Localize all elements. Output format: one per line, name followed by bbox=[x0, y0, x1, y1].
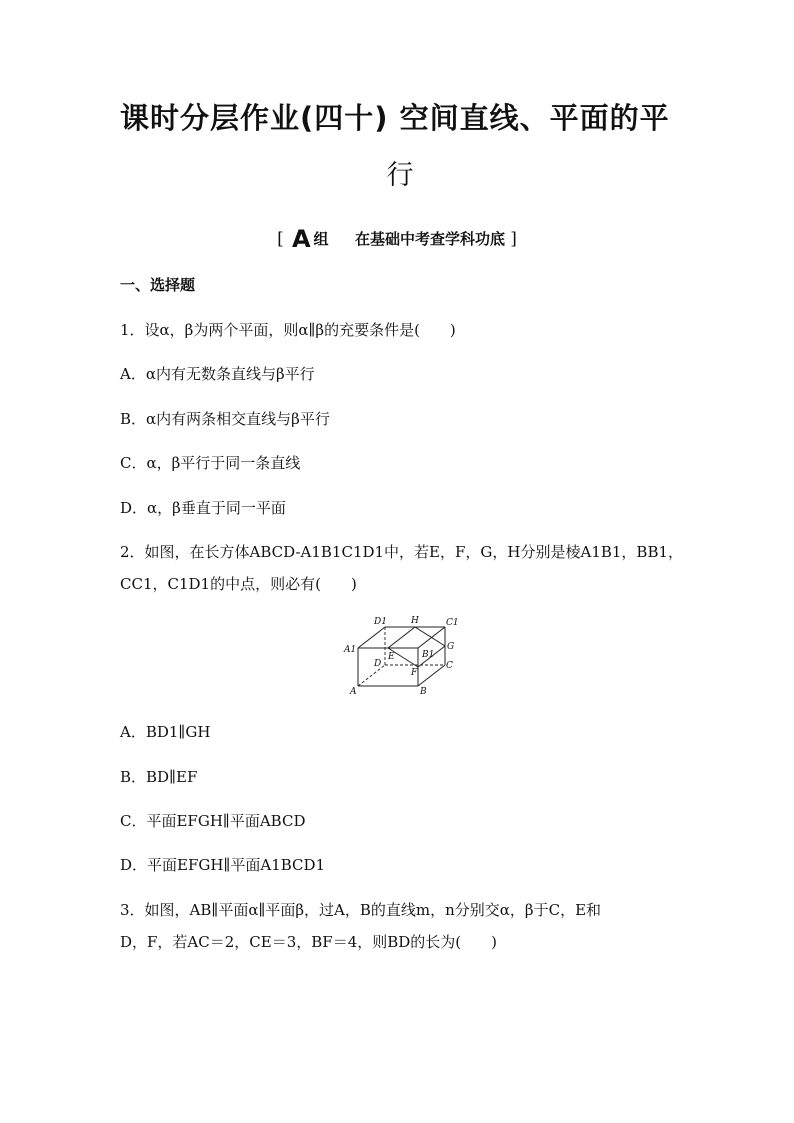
label-d: D bbox=[374, 659, 382, 669]
label-g: G bbox=[447, 642, 455, 652]
q2-option-d: D．平面EFGH∥平面A1BCD1 bbox=[120, 856, 326, 874]
q2-option-c: C．平面EFGH∥平面ABCD bbox=[120, 812, 306, 830]
q1-option-a: A．α内有无数条直线与β平行 bbox=[120, 365, 315, 383]
group-a-badge: A bbox=[291, 225, 311, 253]
q2-stem-line1: 2．如图，在长方体ABCD-A1B1C1D1中，若E，F，G，H分别是棱A1B1，BB1， bbox=[120, 543, 684, 561]
q2-option-a: A．BD1∥GH bbox=[120, 723, 211, 741]
q1-stem: 1．设α，β为两个平面，则α∥β的充要条件是( ) bbox=[120, 321, 456, 339]
q1-option-c: C．α，β平行于同一条直线 bbox=[120, 454, 301, 472]
label-e: E bbox=[388, 652, 395, 662]
label-f: F bbox=[411, 668, 418, 678]
page-title-continuation: 行 bbox=[386, 160, 414, 191]
page-title: 课时分层作业(四十) 空间直线、平面的平 bbox=[120, 101, 670, 135]
label-a: A bbox=[350, 687, 357, 697]
label-h: H bbox=[411, 616, 419, 626]
banner-close-bracket: ] bbox=[510, 229, 517, 249]
q1-option-b: B．α内有两条相交直线与β平行 bbox=[120, 410, 330, 428]
label-b1: B1 bbox=[422, 650, 435, 660]
banner-open-bracket: [ bbox=[277, 229, 284, 249]
edge-b-c bbox=[418, 665, 445, 686]
label-a1: A1 bbox=[344, 645, 357, 655]
cuboid-figure bbox=[340, 612, 460, 702]
q2-stem-line2: CC1，C1D1的中点，则必有( ) bbox=[120, 575, 357, 593]
group-label: 组 bbox=[313, 230, 329, 248]
label-c1: C1 bbox=[446, 618, 459, 628]
section-heading: 一、选择题 bbox=[120, 276, 196, 294]
group-description: 在基础中考查学科功底 bbox=[355, 230, 506, 248]
q3-stem-line1: 3．如图，AB∥平面α∥平面β，过A，B的直线m，n分别交α，β于C，E和 bbox=[120, 901, 602, 919]
q3-stem-line2: D，F，若AC＝2，CE＝3，BF＝4，则BD的长为( ) bbox=[120, 933, 497, 951]
segment-e-h bbox=[388, 627, 415, 648]
label-c: C bbox=[446, 661, 453, 671]
label-d1: D1 bbox=[374, 617, 387, 627]
q2-option-b: B．BD∥EF bbox=[120, 768, 198, 786]
group-banner bbox=[0, 225, 794, 253]
label-b: B bbox=[420, 687, 427, 697]
segment-h-g bbox=[415, 627, 445, 646]
edge-a1-d1 bbox=[358, 627, 385, 648]
q1-option-d: D．α，β垂直于同一平面 bbox=[120, 499, 286, 517]
